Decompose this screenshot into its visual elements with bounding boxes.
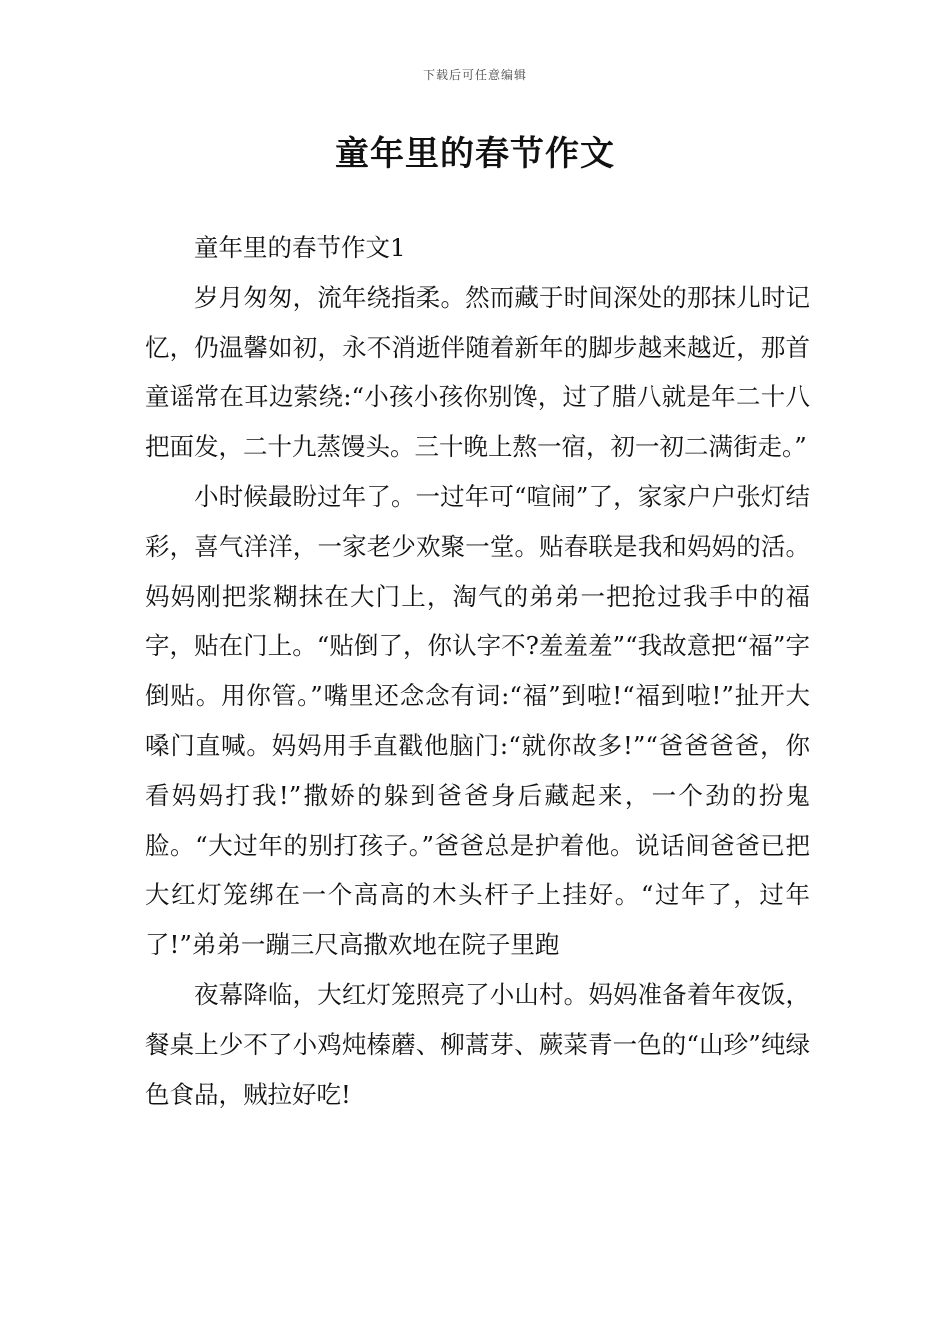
paragraph-1: 岁月匆匆，流年绕指柔。然而藏于时间深处的那抹儿时记忆，仍温馨如初，永不消逝伴随着新年的脚步越来越近，那首童谣常在耳边萦绕:“小孩小孩你别馋，过了腊八就是年二十八把面发，二十九蒸馒头。三十晚上熬一宿，初一初二满街走。” <box>145 282 810 462</box>
paragraph-2: 小时候最盼过年了。一过年可“喧闹”了，家家户户张灯结彩，喜气洋洋，一家老少欢聚一堂。贴春联是我和妈妈的活。妈妈刚把浆糊抹在大门上，淘气的弟弟一把抢过我手中的福字，贴在门上。“贴倒了，你认字不?羞羞羞”“我故意把“福”字倒贴。用你管。”嘴里还念念有词:“福”到啦!“福到啦!”扯开大嗓门直喊。妈妈用手直戳他脑门:“就你故多!”“爸爸爸爸，你看妈妈打我!”撒娇的躲到爸爸身后藏起来，一个劲的扮鬼脸。“大过年的别打孩子。”爸爸总是护着他。说话间爸爸已把大红灯笼绑在一个高高的木头杆子上挂好。“过年了，过年了!”弟弟一蹦三尺高撒欢地在院子里跑 <box>145 481 810 960</box>
document-body <box>145 223 810 1119</box>
paragraph-3: 夜幕降临，大红灯笼照亮了小山村。妈妈准备着年夜饭，餐桌上少不了小鸡炖榛蘑、柳蒿芽、蕨菜青一色的“山珍”纯绿色食品，贼拉好吃! <box>145 979 810 1109</box>
section-heading: 童年里的春节作文1 <box>194 233 406 262</box>
document-title: 童年里的春节作文 <box>335 134 615 174</box>
header-note: 下载后可任意编辑 <box>422 68 527 82</box>
